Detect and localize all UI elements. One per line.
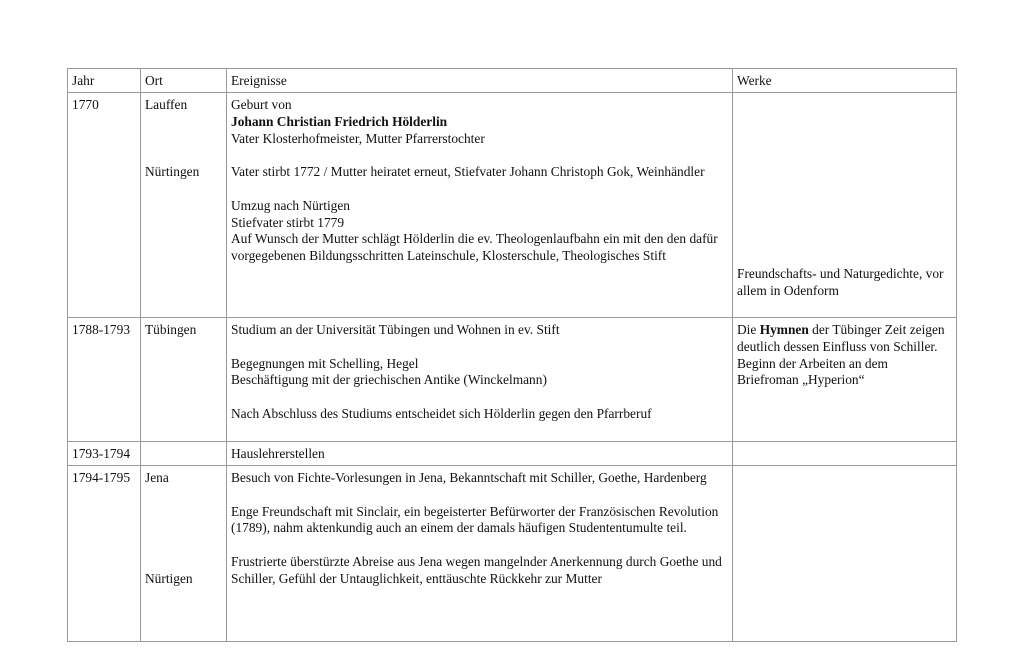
chronology-table [67,68,957,642]
event-text: Vater stirbt 1772 / Mutter heiratet erneut, Stiefvater Johann Christoph Gok, Weinhändler [231,164,705,180]
table-row [68,442,957,466]
cell-ereignisse [227,93,733,318]
cell-ereignisse: Hauslehrerstellen [227,442,733,466]
cell-ort [141,466,227,642]
table-header-row [68,69,957,93]
cell-jahr: 1793-1794 [68,442,141,466]
cell-jahr: 1794-1795 [68,466,141,642]
ort-text: Nürtigen [145,570,193,586]
cell-ort [141,93,227,318]
event-text: Stiefvater stirbt 1779 [231,214,345,230]
header-werke: Werke [733,69,957,93]
event-text: Besuch von Fichte-Vorlesungen in Jena, Bekanntschaft mit Schiller, Goethe, Hardenberg [231,470,707,485]
werke-text-part: Die [737,322,760,337]
event-text: Geburt von [231,97,292,112]
cell-ereignisse [227,318,733,442]
event-text: Begegnungen mit Schelling, Hegel [231,355,419,371]
cell-ort: Tübingen [141,318,227,442]
event-text: Studium an der Universität Tübingen und Wohnen in ev. Stift [231,322,560,337]
ort-text: Jena [145,470,169,485]
event-name: Johann Christian Friedrich Hölderlin [231,113,448,129]
werke-text: Freundschafts- und Naturgedichte, vor allem in Odenform [737,266,944,299]
werke-text: Beginn der Arbeiten an dem Briefroman „Hyperion“ [737,355,888,388]
event-text: Umzug nach Nürtigen [231,197,350,213]
event-text: Beschäftigung mit der griechischen Antike (Winckelmann) [231,372,547,388]
cell-ort [141,442,227,466]
event-text: Vater Klosterhofmeister, Mutter Pfarrerstochter [231,130,485,146]
cell-jahr: 1788-1793 [68,318,141,442]
ort-text: Nürtingen [145,164,200,180]
event-text: Nach Abschluss des Studiums entscheidet sich Hölderlin gegen den Pfarrberuf [231,405,652,421]
header-jahr: Jahr [68,69,141,93]
cell-jahr: 1770 [68,93,141,318]
table-row [68,318,957,442]
cell-werke [733,318,957,442]
header-ereignisse: Ereignisse [227,69,733,93]
werke-hymnen: Hymnen [759,322,809,337]
cell-werke [733,442,957,466]
event-text: Enge Freundschaft mit Sinclair, ein begeisterter Befürworter der Französischen Revolution (1789), nahm aktenkundig auch an einem der damals häufigen Studententumulte teil. [231,503,719,536]
werke-text [737,322,952,356]
cell-werke [733,466,957,642]
table-row [68,466,957,642]
werke-text-part: der Tübinger Zeit zeigen deutlich dessen Einfluss von Schiller. [737,322,945,354]
header-ort: Ort [141,69,227,93]
event-text: Frustrierte überstürzte Abreise aus Jena wegen mangelnder Anerkennung durch Goethe und Schiller, Gefühl der Untauglichkeit, enttäuschte Rückkehr zur Mutter [231,553,722,586]
event-text: Auf Wunsch der Mutter schlägt Hölderlin die ev. Theologenlaufbahn ein mit den den dafür vorgegebenen Bildungsschritten Lateinschule, Klosterschule, Theologisches Stift [231,231,718,264]
cell-ereignisse [227,466,733,642]
cell-werke [733,93,957,318]
table-row [68,93,957,318]
ort-text: Lauffen [145,97,188,112]
